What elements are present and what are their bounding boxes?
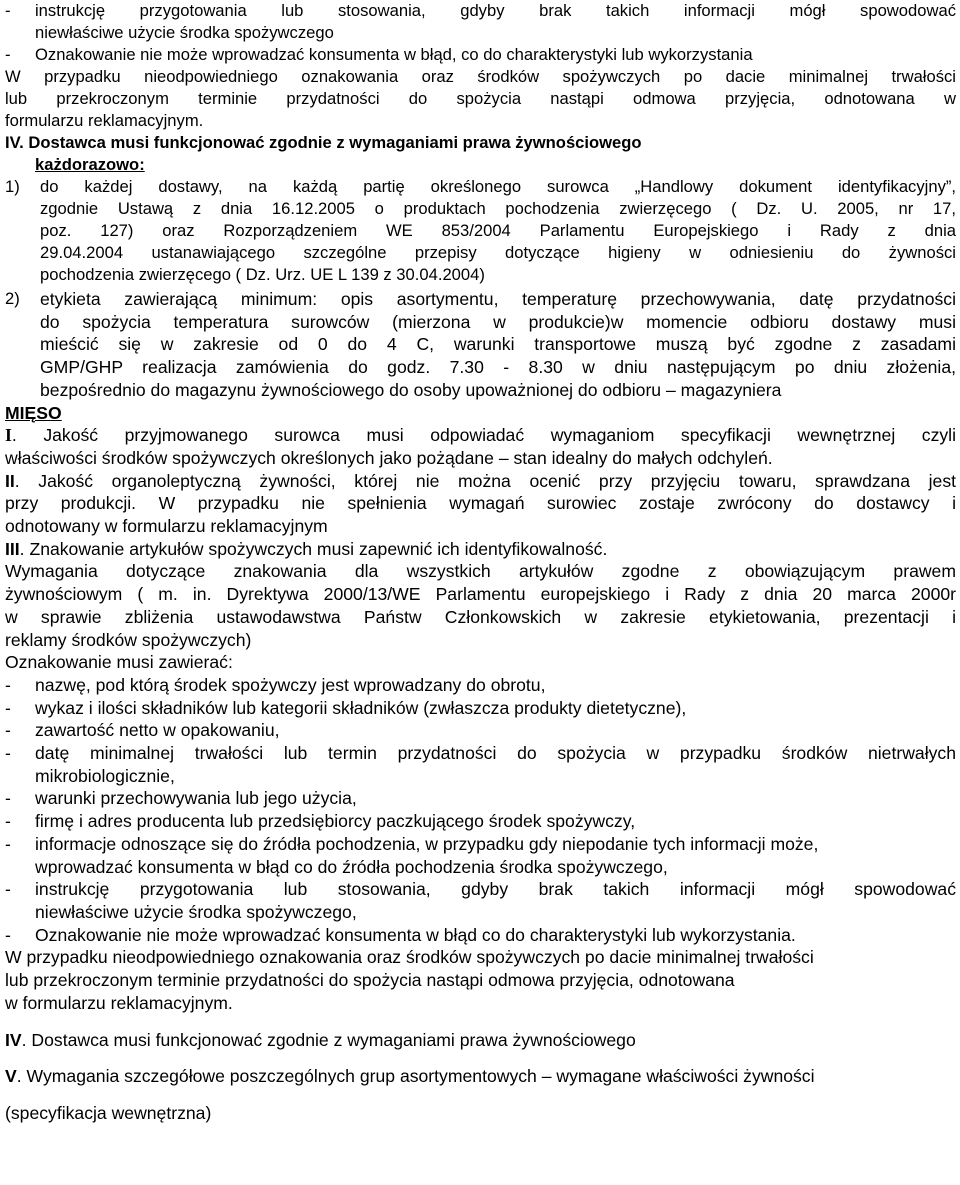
text-line: W przypadku nieodpowiedniego oznakowania oraz środków spożywczych po dacie minimalnej trwałości bbox=[5, 67, 956, 86]
roman-label: IV bbox=[5, 1029, 22, 1050]
roman-label: I bbox=[5, 425, 12, 446]
text-line: (specyfikacja wewnętrzna) bbox=[5, 1102, 212, 1123]
roman-label: III bbox=[5, 538, 20, 559]
section-top bbox=[5, 0, 956, 402]
text-line: formularzu reklamacyjnym. bbox=[5, 111, 204, 130]
bullet-dash: - bbox=[5, 720, 11, 741]
text-line: zgodnie Ustawą z dnia 16.12.2005 o produktach pochodzenia zwierzęcego ( Dz. U. 2005, nr 17, bbox=[40, 199, 956, 218]
section-heading-iv: IV. Dostawca musi funkcjonować zgodnie z wymaganiami prawa żywnościowego bbox=[5, 133, 642, 152]
bullet-dash: - bbox=[5, 674, 11, 695]
text-line: lub przekroczonym terminie przydatności do spożycia nastąpi odmowa przyjęcia, odnotowana bbox=[5, 970, 735, 991]
text-line: . Wymagania szczegółowe poszczególnych grup asortymentowych – wymagane właściwości żywności bbox=[16, 1066, 815, 1087]
roman-label: V bbox=[5, 1066, 17, 1087]
list-item: - instrukcję przygotowania lub stosowania, gdyby brak takich informacji mógł spowodować niewłaściwe użycie środka spożywczego, bbox=[5, 879, 956, 922]
section-mieso bbox=[5, 402, 956, 1125]
text-line: do spożycia temperatura surowców (mierzona w produkcie)w momencie odbioru dostawy musi bbox=[40, 311, 956, 332]
section-subheading: każdorazowo: bbox=[35, 155, 145, 174]
text-line: 29.04.2004 ustanawiającego szczególne przepisy dotyczące higieny w odniesieniu do żywności bbox=[40, 243, 956, 262]
list-item: - firmę i adres producenta lub przedsiębiorcy paczkującego środek spożywczy, bbox=[5, 811, 636, 832]
text-line: etykieta zawierającą minimum: opis asortymentu, temperaturę przechowywania, datę przydatności bbox=[40, 289, 956, 309]
list-item: - wykaz i ilości składników lub kategorii składników (zwłaszcza produkty dietetyczne), bbox=[5, 697, 687, 718]
text-line: lub przekroczonym terminie przydatności do spożycia nastąpi odmowa przyjęcia, odnotowana w bbox=[5, 89, 956, 108]
bullet-dash: - bbox=[5, 743, 11, 764]
text-line: . Dostawca musi funkcjonować zgodnie z wymaganiami prawa żywnościowego bbox=[21, 1029, 636, 1050]
text-line: pochodzenia zwierzęcego ( Dz. Urz. UE L 139 z 30.04.2004) bbox=[40, 265, 485, 284]
list-item bbox=[5, 44, 956, 66]
bullet-dash: - bbox=[5, 697, 11, 718]
text-line: instrukcję przygotowania lub stosowania, gdyby brak takich informacji mógł spowodować bbox=[35, 1, 956, 20]
bullet-dash: - bbox=[5, 811, 11, 832]
item-number: 1) bbox=[5, 177, 20, 196]
text-line: przy produkcji. W przypadku nie spełnienia wymagań surowiec zostaje zwrócony do dostawcy i bbox=[5, 493, 956, 514]
list-item: - nazwę, pod którą środek spożywczy jest wprowadzany do obrotu, bbox=[5, 674, 546, 695]
bullet-dash: - bbox=[5, 879, 11, 900]
text-line: niewłaściwe użycie środka spożywczego bbox=[35, 23, 334, 42]
bullet-dash: - bbox=[5, 924, 11, 945]
text-line: w sprawie zbliżenia ustawodawstwa Państw Członkowskich w zakresie etykietowania, prezentacji i bbox=[5, 606, 956, 627]
text-line: żywnościowym ( m. in. Dyrektywa 2000/13/WE Parlamentu europejskiego i Rady z dnia 20 marca 2000r bbox=[5, 584, 956, 605]
bullet-dash: - bbox=[5, 45, 11, 64]
text-line: W przypadku nieodpowiedniego oznakowania oraz środków spożywczych po dacie minimalnej trwałości bbox=[5, 947, 814, 968]
bullet-dash: - bbox=[5, 1, 11, 20]
list-item: - datę minimalnej trwałości lub termin przydatności do spożycia w przypadku środków nietrwałych mikrobiologicznie, bbox=[5, 743, 956, 786]
numbered-item-2 bbox=[5, 288, 956, 402]
text-line: GMP/GHP realizacja zamówienia do godz. 7.30 - 8.30 w dniu następującym po dniu złożenia, bbox=[40, 357, 956, 378]
bullet-dash: - bbox=[5, 833, 11, 854]
text-line: . Jakość przyjmowanego surowca musi odpowiadać wymaganiom specyfikacji wewnętrznej czyli bbox=[11, 425, 956, 446]
list-item: - informacje odnoszące się do źródła pochodzenia, w przypadku gdy niepodanie tych informacji może, wprowadzać konsumenta w błąd co do źródła pochodzenia środka spożywczego, bbox=[5, 833, 819, 877]
section-heading-mieso: MIĘSO bbox=[5, 402, 62, 423]
text-line: Oznakowanie musi zawierać: bbox=[5, 652, 233, 673]
list-item: - Oznakowanie nie może wprowadzać konsumenta w błąd co do charakterystyki lub wykorzystania. bbox=[5, 924, 796, 945]
text-line: do każdej dostawy, na każdą partię określonego surowca „Handlowy dokument identyfikacyjny”, bbox=[40, 177, 956, 196]
text-line: poz. 127) oraz Rozporządzeniem WE 853/2004 Parlamentu Europejskiego i Rady z dnia bbox=[40, 221, 956, 240]
list-item bbox=[5, 0, 956, 44]
list-item: - zawartość netto w opakowaniu, bbox=[5, 720, 280, 741]
text-line: Wymagania dotyczące znakowania dla wszystkich artykułów zgodne z obowiązującym prawem bbox=[5, 561, 956, 582]
text-line: bezpośrednio do magazynu żywnościowego do osoby upoważnionej do odbioru – magazyniera bbox=[40, 379, 782, 400]
item-number: 2) bbox=[5, 289, 20, 308]
numbered-item-1 bbox=[5, 176, 956, 286]
text-line: mieścić się w zakresie od 0 do 4 C, warunki transportowe muszą być zgodne z zasadami bbox=[40, 334, 956, 355]
text-line: właściwości środków spożywczych określonych jako pożądane – stan idealny do małych odchyleń. bbox=[5, 447, 773, 468]
text-line: odnotowany w formularzu reklamacyjnym bbox=[5, 516, 328, 537]
text-line: . Znakowanie artykułów spożywczych musi zapewnić ich identyfikowalność. bbox=[19, 538, 608, 559]
list-item: - warunki przechowywania lub jego użycia, bbox=[5, 788, 357, 809]
bullet-dash: - bbox=[5, 788, 11, 809]
roman-label: II bbox=[5, 470, 15, 491]
text-line: w formularzu reklamacyjnym. bbox=[5, 992, 233, 1013]
text-line: . Jakość organoleptyczną żywności, której nie można ocenić przy przyjęciu towaru, sprawdzana jest bbox=[14, 470, 956, 491]
text-line: reklamy środków spożywczych) bbox=[5, 629, 252, 650]
text-line: Oznakowanie nie może wprowadzać konsumenta w błąd, co do charakterystyki lub wykorzystania bbox=[35, 45, 753, 64]
